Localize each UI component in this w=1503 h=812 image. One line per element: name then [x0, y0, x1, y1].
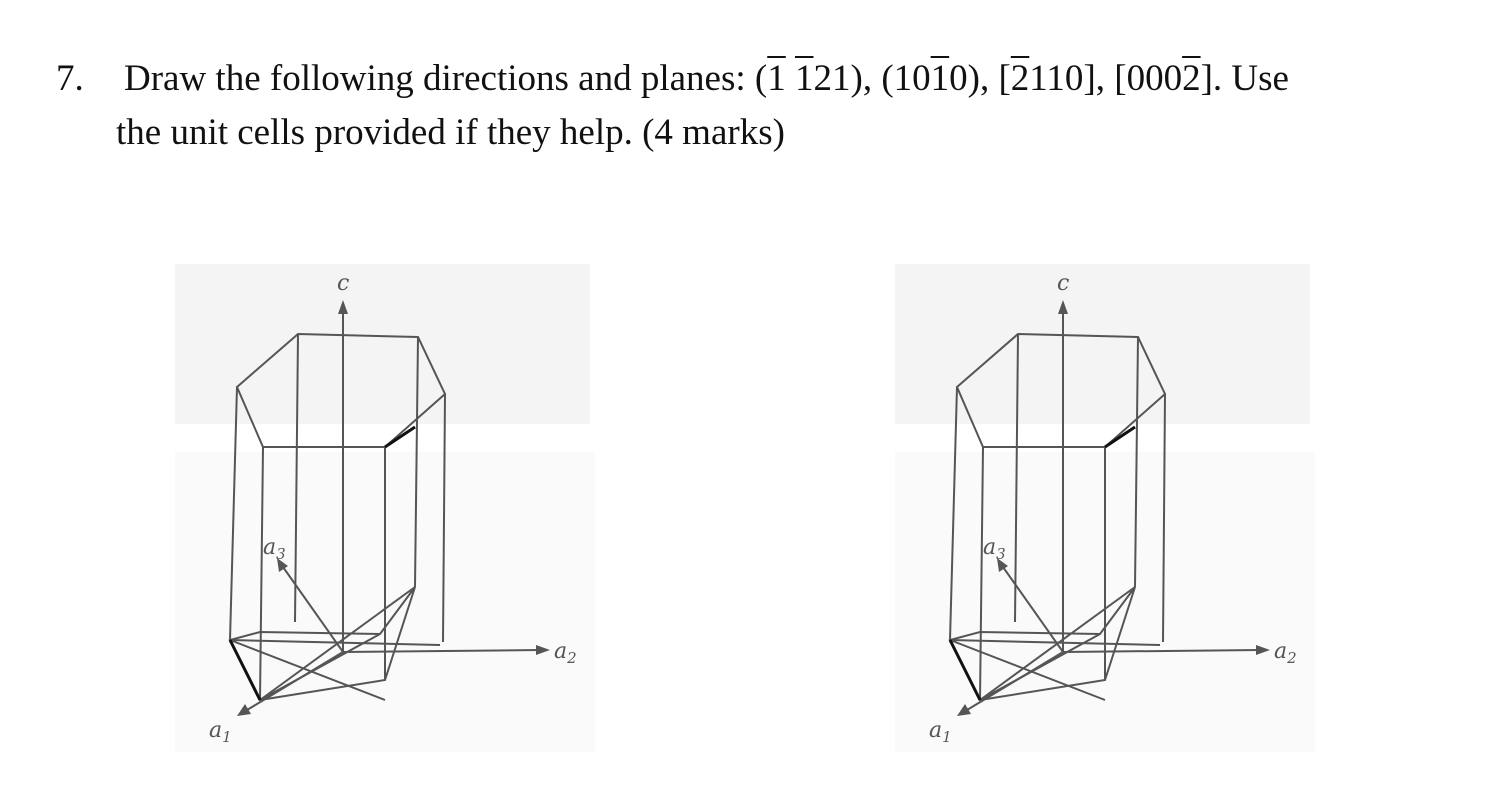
- unit-cell-drawing: [175, 262, 595, 752]
- question-line-1: [124, 52, 1289, 106]
- negative-index-digit: 2: [1182, 58, 1201, 99]
- index-separator: ,: [862, 58, 882, 99]
- question-text-after: . Use: [1212, 58, 1289, 99]
- index-bracket-open: [: [998, 58, 1011, 99]
- a3-axis-label: $a_3$: [983, 535, 1006, 563]
- index-separator: ,: [1095, 58, 1115, 99]
- index-bracket-open: (: [754, 58, 768, 99]
- negative-index-digit: 1: [930, 58, 950, 99]
- index-digits: 0: [949, 58, 968, 99]
- index-bracket-close: ]: [1200, 58, 1213, 99]
- c-axis-label: c: [337, 271, 350, 296]
- top-edge-highlight: [385, 427, 415, 447]
- negative-index-digit: 1: [767, 58, 786, 99]
- a2-axis-label: $a_2$: [1274, 639, 1297, 667]
- index-bracket-close: ]: [1083, 58, 1096, 99]
- miller-indices-list: [755, 58, 1213, 99]
- index-bracket-open: (: [881, 58, 894, 99]
- index-bracket-close: ): [850, 58, 863, 99]
- index-bracket-close: ): [967, 58, 980, 99]
- unit-cell-drawing: [895, 262, 1315, 752]
- index-digits: 110: [1029, 58, 1084, 99]
- index-separator: ,: [979, 58, 999, 99]
- a1-axis-label: $a_1$: [209, 718, 232, 746]
- a3-axis-label: $a_3$: [263, 535, 286, 563]
- index-bracket-open: [: [1114, 58, 1127, 99]
- hexagonal-unit-cell-left: [175, 262, 595, 752]
- a2-axis-label: $a_2$: [554, 639, 577, 667]
- c-axis-label: c: [1057, 271, 1070, 296]
- hexagonal-unit-cell-right: [895, 262, 1315, 752]
- index-digits: [786, 58, 795, 99]
- miller-index: [881, 58, 980, 99]
- question-intro: Draw the following directions and planes:: [124, 58, 755, 99]
- miller-index: [1114, 58, 1213, 99]
- miller-index: [755, 58, 863, 99]
- miller-index: [998, 58, 1095, 99]
- negative-index-digit: 1: [794, 58, 814, 99]
- question-number: 7.: [56, 58, 84, 99]
- a1-axis-label: $a_1$: [929, 718, 952, 746]
- negative-index-digit: 2: [1010, 58, 1030, 99]
- top-edge-highlight: [1105, 427, 1135, 447]
- question-line-2: the unit cells provided if they help. (4 marks): [116, 112, 785, 153]
- index-digits: 000: [1126, 58, 1183, 99]
- index-digits: 21: [813, 58, 851, 99]
- index-digits: 10: [893, 58, 931, 99]
